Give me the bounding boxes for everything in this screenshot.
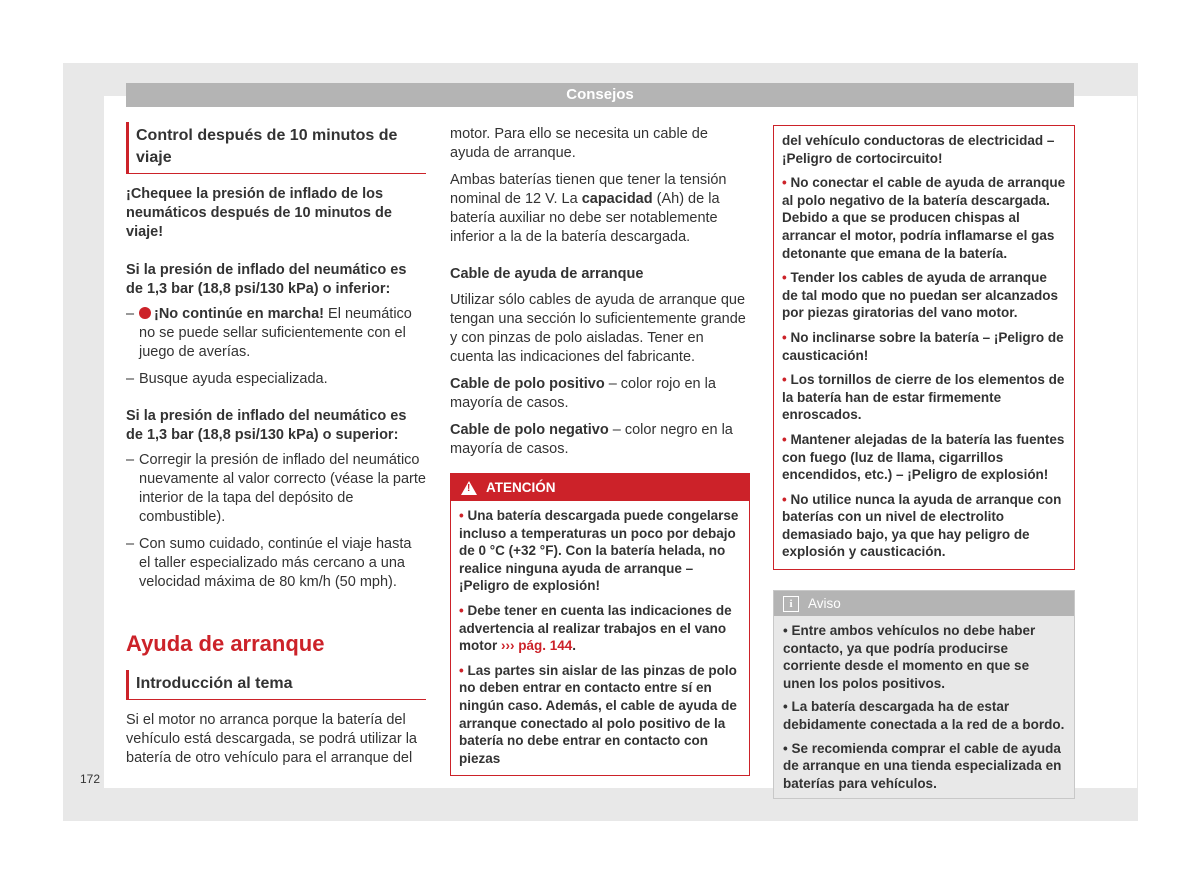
- warning-item-text: Tender los cables de ayuda de arranque de tal modo que no puedan ser alcanzados por piezas giratorias del vano motor.: [782, 270, 1059, 321]
- warning-item-text: .: [572, 638, 577, 654]
- note-body: [774, 616, 1074, 798]
- warning-item: del vehículo conductoras de electricidad – ¡Peligro de cortocircuito!: [782, 133, 1055, 166]
- condition-low-text: Si la presión de inflado del neumático es de 1,3 bar (18,8 psi/130 kPa) o inferior:: [126, 262, 407, 297]
- warning-body: [451, 501, 749, 775]
- main-section-title: Ayuda de arranque: [126, 631, 325, 656]
- dash-marker: –: [126, 452, 135, 468]
- bullet-marker: •: [782, 175, 787, 191]
- section-heading-intro: Introducción al tema: [126, 670, 426, 700]
- intro-text: Si el motor no arranca porque la batería del vehículo está descargada, se podrá utilizar la batería de otro vehículo para el arranque del: [126, 712, 417, 766]
- info-icon: i: [783, 596, 799, 612]
- bullet-marker: •: [459, 662, 464, 678]
- warning-item-text: Mantener alejadas de la batería las fuentes con fuego (luz de llama, cigarrillos encendidos, etc.) – ¡Peligro de explosión!: [782, 431, 1065, 483]
- stop-icon: [139, 307, 151, 319]
- bullet-marker: •: [783, 740, 788, 756]
- column-2: [450, 122, 750, 776]
- warning-item: [782, 491, 1066, 561]
- dash-marker: –: [126, 371, 135, 387]
- warning-item: [459, 507, 741, 595]
- warning-item-text: No conectar el cable de ayuda de arranque al polo negativo de la batería descargada. Debido a que se producen chispas al arrancar el motor, podría inflamarse el gas detonante que emana de la batería.: [782, 175, 1066, 261]
- list-item: [126, 305, 426, 362]
- bullet-marker: •: [782, 270, 787, 286]
- capacity-term: capacidad: [581, 191, 653, 207]
- note-item-text: La batería descargada ha de estar debidamente conectada a la red de a bordo.: [783, 699, 1065, 733]
- warning-item: [782, 269, 1066, 322]
- page-number: 172: [80, 772, 101, 786]
- list-item: [126, 451, 426, 527]
- warning-header: [451, 474, 749, 501]
- bullet-marker: •: [783, 699, 788, 715]
- bullet-marker: •: [782, 491, 787, 507]
- bullet-marker: •: [459, 602, 464, 618]
- bullet-marker: •: [459, 508, 464, 523]
- note-header: [774, 591, 1074, 616]
- warning-item-text: No utilice nunca la ayuda de arranque con baterías con un nivel de electrolito demasiado bajo, ya que hay peligro de explosión y causticación.: [782, 491, 1062, 560]
- warning-item: [782, 174, 1066, 262]
- list-item: [126, 535, 426, 592]
- list-item-text: El neumático no se puede sellar suficientemente con el juego de averías.: [139, 306, 412, 360]
- bullet-marker: •: [782, 329, 787, 345]
- warning-item: [782, 431, 1066, 484]
- paragraph-text: – color rojo en la mayoría de casos.: [450, 376, 716, 411]
- bullet-marker: •: [782, 431, 787, 447]
- paragraph-text: – color negro en la mayoría de casos.: [450, 422, 733, 457]
- do-not-continue-text: ¡No continúe en marcha!: [154, 306, 324, 322]
- list-item-text: Corregir la presión de inflado del neumático nuevamente al valor correcto (véase la parte interior de la tapa del depósito de combustible).: [139, 452, 426, 525]
- dash-marker: –: [126, 536, 135, 552]
- warning-body: [774, 126, 1074, 569]
- warning-triangle-icon: !: [461, 481, 477, 495]
- section-heading-control: Control después de 10 minutos de viaje: [126, 122, 426, 174]
- cable-heading: Cable de ayuda de arranque: [450, 266, 644, 282]
- bullet-marker: •: [782, 372, 787, 388]
- list-item: [126, 370, 426, 389]
- positive-cable-text: [450, 375, 750, 413]
- note-item: [783, 622, 1065, 692]
- note-item: [783, 698, 1065, 733]
- paragraph-cable: motor. Para ello se necesita un cable de ayuda de arranque.: [450, 126, 708, 161]
- negative-cable-text: [450, 421, 750, 459]
- paragraph-text: Ambas baterías tienen que tener la tensión nominal de 12 V. La: [450, 172, 727, 207]
- warning-item-text: Una batería descargada puede congelarse incluso a temperaturas un poco por debajo de 0 °C (+32 °F). Con la batería helada, no realice ninguna ayuda de arranque – ¡Peligro de explosión!: [459, 508, 739, 594]
- warning-box: [450, 473, 750, 776]
- column-1: [126, 122, 426, 768]
- warning-item-text: Los tornillos de cierre de los elementos de la batería han de estar firmemente enroscados.: [782, 372, 1065, 423]
- warning-item: [459, 662, 741, 768]
- note-item-text: Entre ambos vehículos no debe haber contacto, ya que podría producirse corriente desde el momento en que se unen los polos positivos.: [783, 623, 1036, 691]
- warning-item: [782, 329, 1066, 364]
- warning-item: [459, 602, 741, 655]
- positive-cable-term: Cable de polo positivo: [450, 376, 605, 392]
- paragraph-text: (Ah) de la batería auxiliar no debe ser notablemente inferior a la de la batería descargada.: [450, 191, 720, 245]
- negative-cable-term: Cable de polo negativo: [450, 422, 609, 438]
- warning-item-text: No inclinarse sobre la batería – ¡Peligro de causticación!: [782, 329, 1064, 363]
- note-item: [783, 740, 1065, 793]
- warning-item-text: Debe tener en cuenta las indicaciones de advertencia al realizar trabajos en el vano motor: [459, 602, 732, 654]
- warning-title: ATENCIÓN: [486, 480, 556, 495]
- list-item-text: Con sumo cuidado, continúe el viaje hasta el taller especializado más cercano a una velocidad máxima de 80 km/h (50 mph).: [139, 536, 412, 590]
- column-3: [773, 125, 1075, 799]
- note-item-text: Se recomienda comprar el cable de ayuda de arranque en una tienda especializada en baterías para vehículos.: [783, 740, 1062, 791]
- warning-item: [782, 371, 1066, 424]
- note-box: [773, 590, 1075, 799]
- page-header-bar: Consejos: [126, 83, 1074, 107]
- bullet-marker: •: [783, 623, 788, 639]
- check-pressure-text: ¡Chequee la presión de inflado de los neumáticos después de 10 minutos de viaje!: [126, 186, 392, 240]
- condition-high-text: Si la presión de inflado del neumático es de 1,3 bar (18,8 psi/130 kPa) o superior:: [126, 408, 407, 443]
- dash-marker: –: [126, 306, 135, 322]
- warning-box-continued: [773, 125, 1075, 570]
- paragraph-voltage: [450, 171, 750, 247]
- page-reference-link[interactable]: ››› pág. 144: [501, 638, 573, 654]
- warning-item-text: Las partes sin aislar de las pinzas de polo no deben entrar en contacto entre sí en ningún caso. Además, el cable de ayuda de arranque conectado al polo positivo de la batería no debe entrar en contacto con piezas: [459, 662, 737, 766]
- cable-text: Utilizar sólo cables de ayuda de arranque que tengan una sección lo suficientemente grande y con pinzas de polo aisladas. Tener en cuenta las indicaciones del fabricante.: [450, 292, 746, 365]
- note-title: Aviso: [808, 596, 841, 612]
- list-item-text: Busque ayuda especializada.: [139, 371, 328, 387]
